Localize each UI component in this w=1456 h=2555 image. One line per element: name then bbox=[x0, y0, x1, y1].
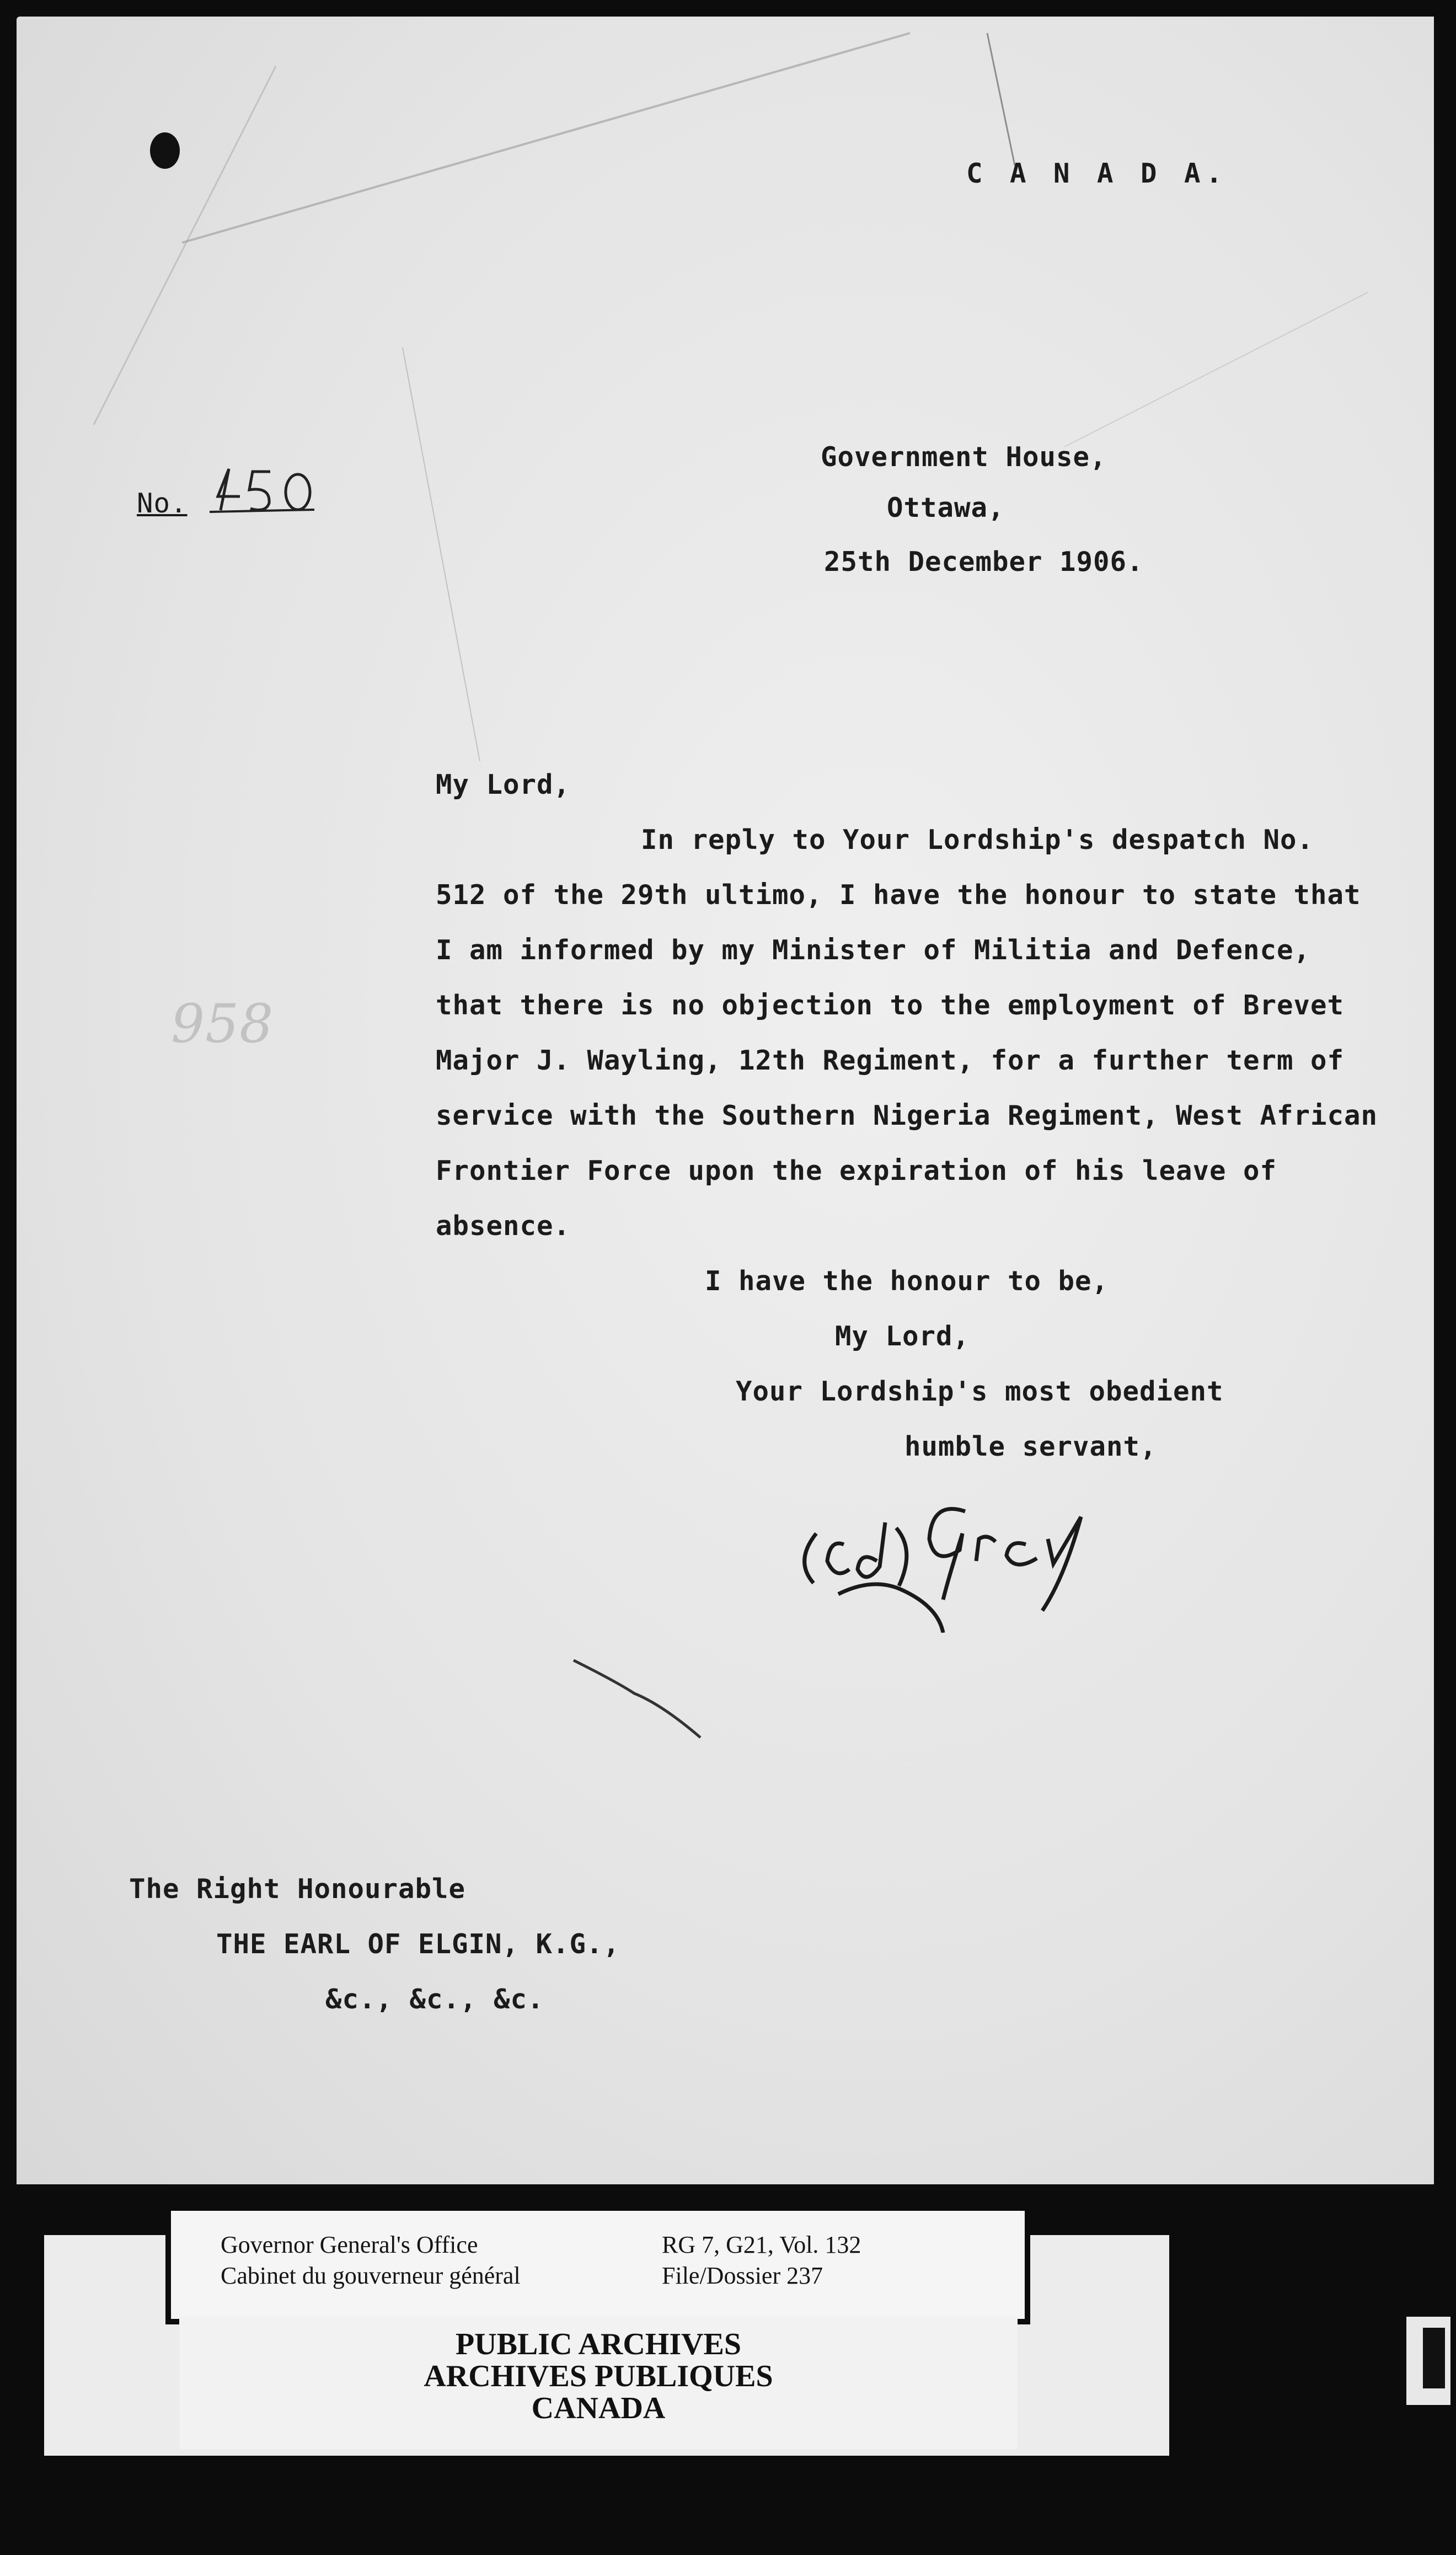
punch-hole-mark bbox=[150, 132, 180, 169]
letter-date: 25th December 1906. bbox=[824, 546, 1144, 578]
film-edge-mark bbox=[1395, 2306, 1456, 2416]
body-line-5: Major J. Wayling, 12th Regiment, for a further term of bbox=[436, 1045, 1345, 1076]
body-line-3: I am informed by my Minister of Militia and Defence, bbox=[436, 934, 1311, 966]
file-reference: File/Dossier 237 bbox=[662, 2262, 823, 2289]
margin-pencil-note: 958 bbox=[171, 993, 274, 1055]
body-line-4: that there is no objection to the employment of Brevet bbox=[436, 990, 1345, 1021]
recipient-line-2: THE EARL OF ELGIN, K.G., bbox=[216, 1928, 620, 1960]
closing-line-1: I have the honour to be, bbox=[705, 1265, 1109, 1297]
body-line-8: absence. bbox=[436, 1210, 571, 1242]
archive-reference-label bbox=[165, 2205, 1030, 2324]
body-line-1: In reply to Your Lordship's despatch No. bbox=[641, 824, 1314, 856]
recipient-line-3: &c., &c., &c. bbox=[325, 1984, 544, 2015]
body-line-2: 512 of the 29th ultimo, I have the honour to state that bbox=[436, 879, 1361, 911]
handwritten-number bbox=[210, 458, 320, 524]
address-line-2: Ottawa, bbox=[887, 492, 1005, 523]
office-french: Cabinet du gouverneur général bbox=[221, 2262, 521, 2289]
closing-line-2: My Lord, bbox=[835, 1321, 970, 1352]
closing-line-4: humble servant, bbox=[904, 1431, 1157, 1462]
archives-stamp-line-1: PUBLIC ARCHIVES bbox=[455, 2327, 742, 2361]
body-line-7: Frontier Force upon the expiration of his leave of bbox=[436, 1155, 1277, 1186]
country-heading: C A N A D A. bbox=[966, 158, 1228, 189]
recipient-line-1: The Right Honourable bbox=[129, 1873, 466, 1905]
archives-stamp-line-2: ARCHIVES PUBLIQUES bbox=[424, 2359, 773, 2393]
record-group-reference: RG 7, G21, Vol. 132 bbox=[662, 2231, 861, 2258]
despatch-number-label: No. bbox=[137, 488, 188, 519]
signature-handwritten bbox=[783, 1467, 1125, 1633]
pencil-stroke-mark bbox=[568, 1649, 706, 1749]
address-line-1: Government House, bbox=[821, 441, 1107, 473]
archives-stamp-line-3: CANADA bbox=[531, 2391, 666, 2425]
salutation: My Lord, bbox=[436, 769, 571, 800]
body-line-6: service with the Southern Nigeria Regiment, West African bbox=[436, 1100, 1378, 1131]
office-english: Governor General's Office bbox=[221, 2231, 478, 2258]
closing-line-3: Your Lordship's most obedient bbox=[736, 1376, 1224, 1407]
